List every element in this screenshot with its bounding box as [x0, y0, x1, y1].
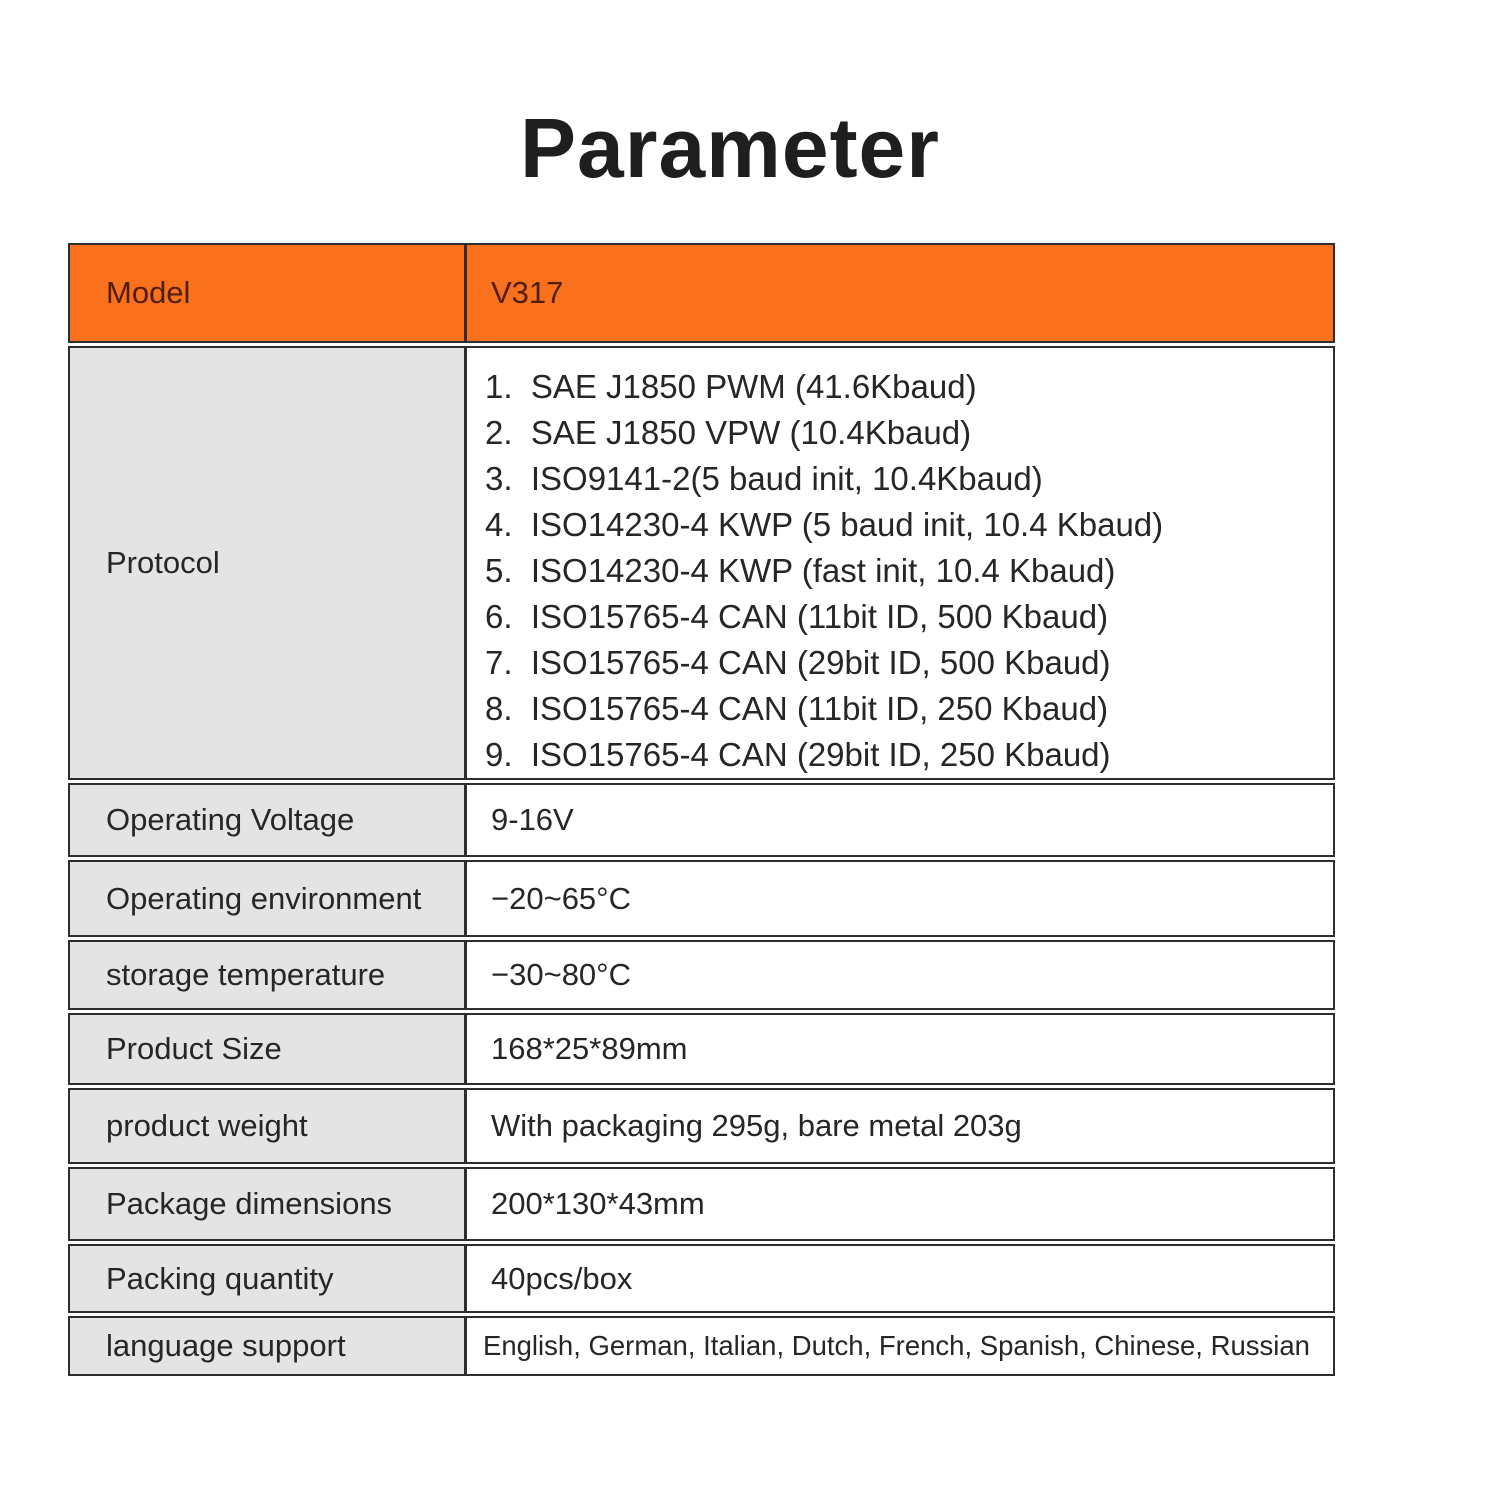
header-model-label: Model: [70, 245, 467, 341]
table-row-package-dimensions: [68, 1167, 1335, 1241]
table-row-operating-voltage: [68, 783, 1335, 857]
protocol-item: 5. ISO14230-4 KWP (fast init, 10.4 Kbaud): [485, 552, 1116, 589]
protocol-item: 6. ISO15765-4 CAN (11bit ID, 500 Kbaud): [485, 598, 1109, 635]
row-label: Product Size: [70, 1015, 467, 1083]
protocol-item: 7. ISO15765-4 CAN (29bit ID, 500 Kbaud): [485, 644, 1111, 681]
row-value: 168*25*89mm: [467, 1015, 1333, 1083]
row-label: language support: [70, 1318, 467, 1374]
protocol-label: Protocol: [70, 348, 467, 778]
protocol-item: 1. SAE J1850 PWM (41.6Kbaud): [485, 368, 977, 405]
row-value: English, German, Italian, Dutch, French, Spanish, Chinese, Russian: [467, 1318, 1333, 1374]
table-row-language-support: [68, 1316, 1335, 1376]
table-row-storage-temperature: [68, 940, 1335, 1010]
protocol-item: 2. SAE J1850 VPW (10.4Kbaud): [485, 414, 972, 451]
header-model-value: V317: [467, 245, 1333, 341]
table-row-operating-environment: [68, 860, 1335, 937]
protocol-list: [467, 348, 1333, 778]
parameter-table: [68, 243, 1335, 1379]
row-label: Package dimensions: [70, 1169, 467, 1239]
row-label: Operating Voltage: [70, 785, 467, 855]
protocol-row: [68, 346, 1335, 780]
row-value: −30~80°C: [467, 942, 1333, 1008]
row-label: Packing quantity: [70, 1246, 467, 1311]
protocol-item: 3. ISO9141-2(5 baud init, 10.4Kbaud): [485, 460, 1043, 497]
row-value: 40pcs/box: [467, 1246, 1333, 1311]
table-row-product-weight: [68, 1088, 1335, 1164]
row-label: Operating environment: [70, 862, 467, 935]
table-row-packing-quantity: [68, 1244, 1335, 1313]
row-label: product weight: [70, 1090, 467, 1162]
row-label: storage temperature: [70, 942, 467, 1008]
protocol-item: 4. ISO14230-4 KWP (5 baud init, 10.4 Kbaud): [485, 506, 1164, 543]
protocol-item: 9. ISO15765-4 CAN (29bit ID, 250 Kbaud): [485, 736, 1111, 773]
row-value: 200*130*43mm: [467, 1169, 1333, 1239]
row-value: 9-16V: [467, 785, 1333, 855]
table-header-row: [68, 243, 1335, 343]
row-value: With packaging 295g, bare metal 203g: [467, 1090, 1333, 1162]
row-value: −20~65°C: [467, 862, 1333, 935]
page-title: Parameter: [520, 101, 940, 195]
protocol-item: 8. ISO15765-4 CAN (11bit ID, 250 Kbaud): [485, 690, 1109, 727]
table-row-product-size: [68, 1013, 1335, 1085]
